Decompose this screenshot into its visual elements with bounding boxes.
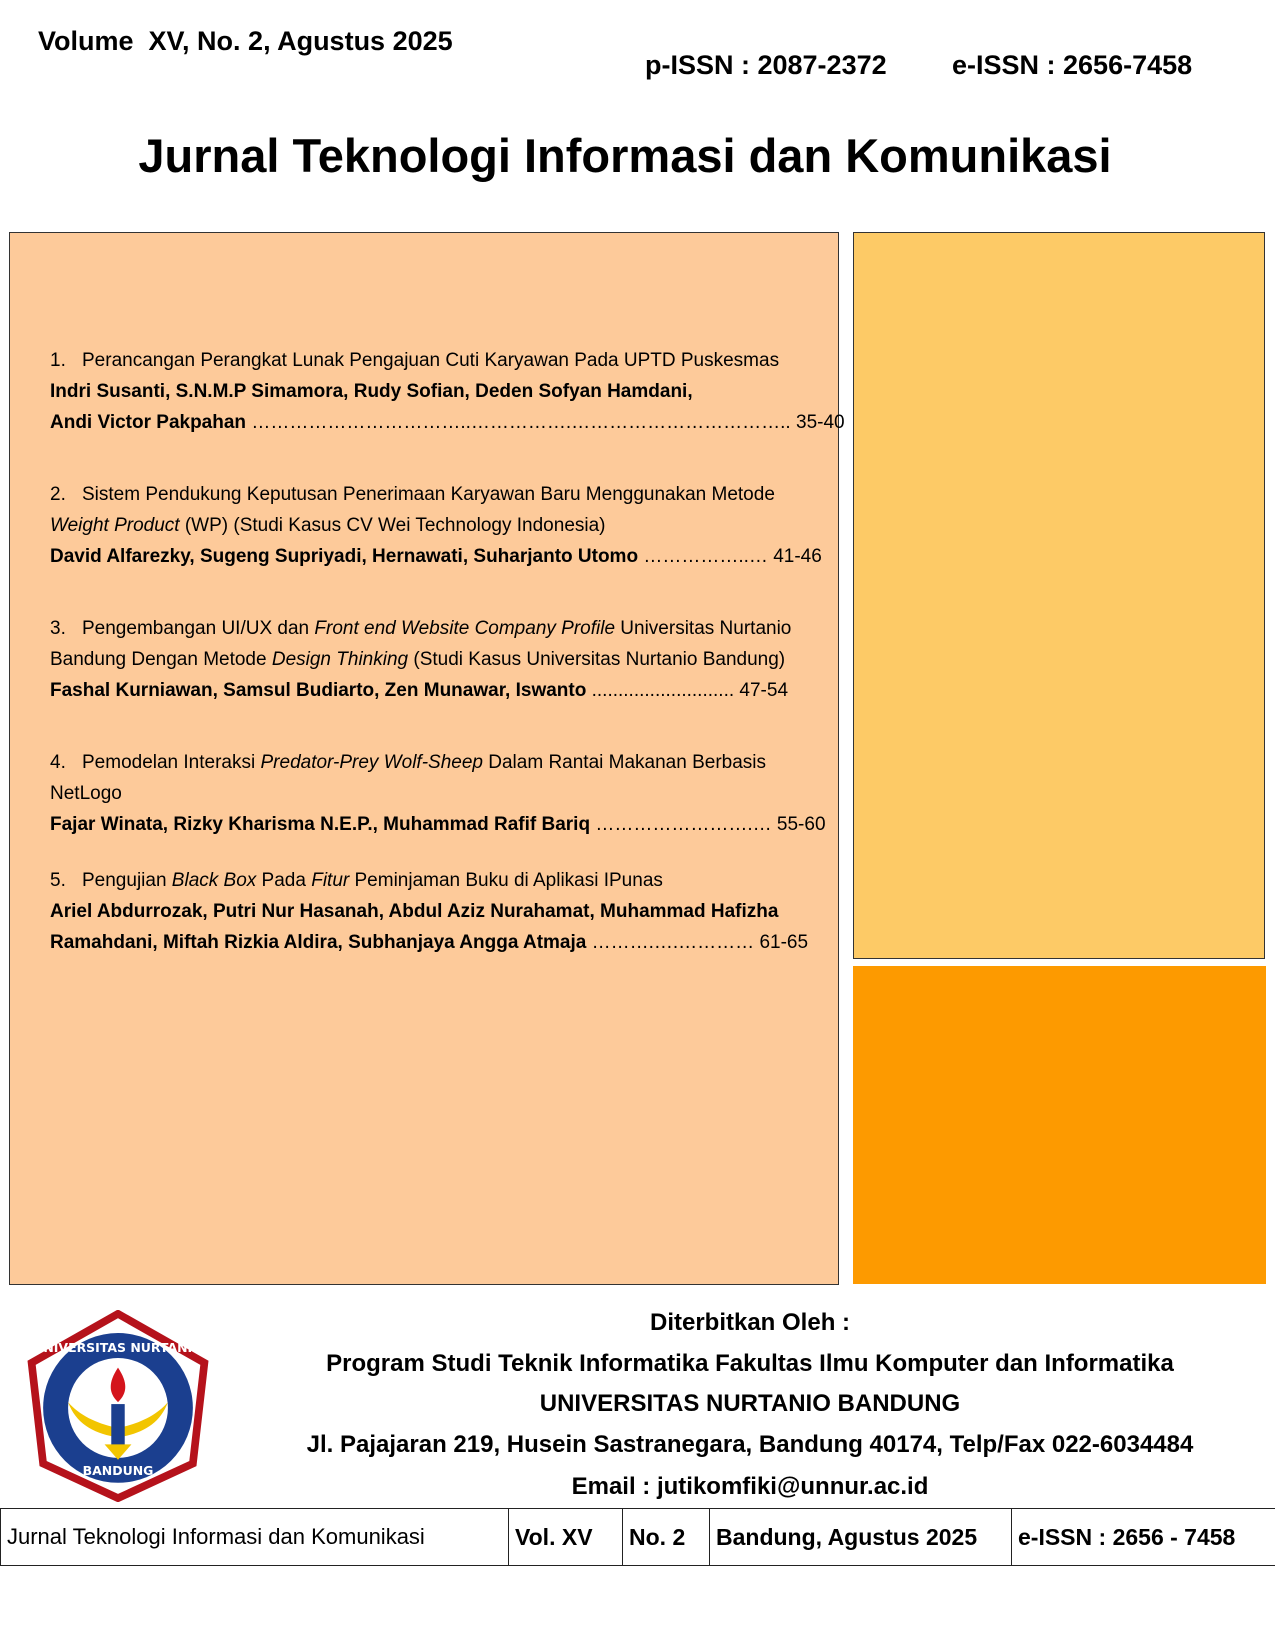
article-authors: David Alfarezky, Sugeng Supriyadi, Hernawati, Suharjanto Utomo	[50, 546, 639, 567]
svg-text:UNIVERSITAS NURTANIO: UNIVERSITAS NURTANIO	[33, 1340, 203, 1356]
article-title-cont: NetLogo	[50, 783, 122, 804]
article-title: 3. Pengembangan UI/UX dan Front end Website Company Profile Universitas Nurtanio	[50, 618, 792, 639]
page-range: 35-40	[796, 412, 845, 433]
university-seal-icon	[22, 1310, 214, 1502]
publisher-program: Program Studi Teknik Informatika Fakultas Ilmu Komputer dan Informatika	[326, 1350, 1174, 1377]
toc-item-number: 2.	[50, 484, 66, 505]
publisher-university: UNIVERSITAS NURTANIO BANDUNG	[539, 1390, 961, 1417]
article-title-cont: Bandung Dengan Metode Design Thinking (Studi Kasus Universitas Nurtanio Bandung)	[50, 649, 786, 670]
dot-leader: ...........................	[591, 680, 735, 701]
dot-leader: ……………..…	[643, 546, 768, 567]
toc-item-number: 1.	[50, 350, 66, 371]
page-range: 61-65	[759, 932, 809, 953]
table-of-contents-panel	[9, 232, 845, 1285]
table-of-contents	[50, 345, 845, 999]
article-title: 4. Pemodelan Interaksi Predator-Prey Wolf-Sheep Dalam Rantai Makanan Berbasis	[50, 752, 767, 773]
article-authors: Ariel Abdurrozak, Putri Nur Hasanah, Abdul Aziz Nurahamat, Muhammad Hafizha	[50, 901, 779, 922]
footer-volume: Vol. XV	[509, 1509, 623, 1566]
toc-item-5	[50, 865, 830, 958]
article-title: 5. Pengujian Black Box Pada Fitur Peminjaman Buku di Aplikasi IPunas	[50, 870, 663, 891]
footer-journal-name: Jurnal Teknologi Informasi dan Komunikasi	[1, 1509, 509, 1566]
toc-item-1	[50, 345, 845, 438]
dot-leader: ……….….…………	[591, 932, 755, 953]
article-authors: Andi Victor Pakpahan	[50, 412, 247, 433]
toc-item-2	[50, 479, 830, 572]
page-range: 55-60	[776, 814, 826, 835]
article-title-cont: Weight Product (WP) (Studi Kasus CV Wei Technology Indonesia)	[50, 515, 606, 536]
footer-e-issn: e-ISSN : 2656 - 7458	[1012, 1509, 1275, 1566]
article-title: Perancangan Perangkat Lunak Pengajuan Cuti Karyawan Pada UPTD Puskesmas	[82, 350, 780, 371]
article-authors: Indri Susanti, S.N.M.P Simamora, Rudy Sofian, Deden Sofyan Hamdani,	[50, 381, 693, 402]
article-title: Sistem Pendukung Keputusan Penerimaan Karyawan Baru Menggunakan Metode	[82, 484, 775, 505]
svg-text:BANDUNG: BANDUNG	[82, 1463, 154, 1479]
article-authors: Fashal Kurniawan, Samsul Budiarto, Zen Munawar, Iswanto	[50, 680, 587, 701]
toc-item-4	[50, 747, 830, 840]
footer-number: No. 2	[623, 1509, 710, 1566]
dot-leader: ……………………………..…………….……………………………..	[251, 412, 791, 433]
page-range: 47-54	[739, 680, 789, 701]
footer-place-date: Bandung, Agustus 2025	[710, 1509, 1012, 1566]
article-authors: Ramahdani, Miftah Rizkia Aldira, Subhanjaya Angga Atmaja	[50, 932, 587, 953]
dot-leader: …………………….…	[595, 814, 772, 835]
article-authors: Fajar Winata, Rizky Kharisma N.E.P., Muhammad Rafif Bariq	[50, 814, 591, 835]
decorative-orange-panel	[853, 966, 1266, 1284]
publisher-email: Email : jutikomfiki@unnur.ac.id	[571, 1473, 929, 1500]
publisher-heading: Diterbitkan Oleh :	[649, 1309, 851, 1336]
decorative-yellow-panel	[853, 232, 1265, 959]
page-range: 41-46	[773, 546, 822, 567]
p-issn: p-ISSN : 2087-2372	[645, 50, 887, 80]
journal-title: Jurnal Teknologi Informasi dan Komunikasi	[138, 129, 1112, 182]
publisher-address: Jl. Pajajaran 219, Husein Sastranegara, Bandung 40174, Telp/Fax 022-6034484	[306, 1431, 1194, 1458]
toc-item-3	[50, 613, 830, 706]
e-issn: e-ISSN : 2656-7458	[952, 50, 1193, 80]
volume-info: Volume XV, No. 2, Agustus 2025	[38, 26, 453, 56]
footer-info-bar	[0, 1508, 1275, 1566]
